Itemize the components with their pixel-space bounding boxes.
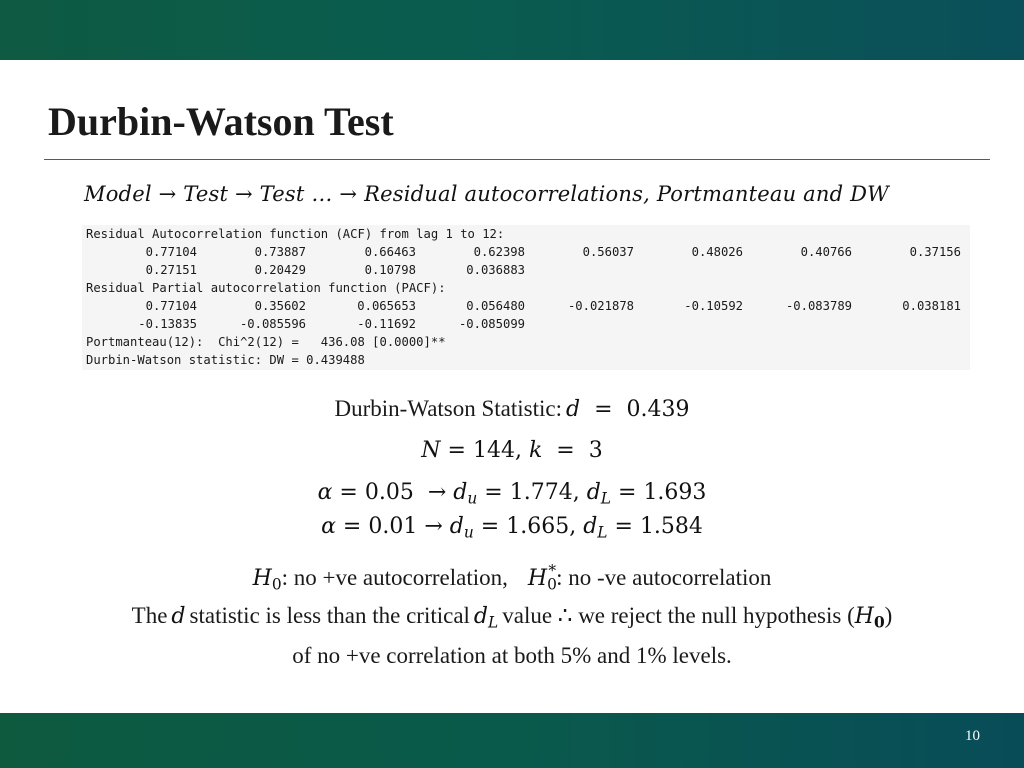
hypotheses-line: $H_0$: no +ve autocorrelation, $H_0^*$: no -ve autocorrelation — [252, 562, 772, 594]
n-symbol: N — [421, 438, 441, 463]
conclusion-part-3: value ∴ we reject the null hypothesis ( — [502, 603, 855, 628]
pacf-value: 0.056480 — [466, 299, 525, 313]
pacf-value: -0.11692 — [357, 317, 416, 331]
conclusion-line-2: of no +ve correlation at both 5% and 1% levels. — [292, 643, 732, 668]
acf-value: 0.036883 — [466, 263, 525, 277]
pacf-value: 0.065653 — [357, 299, 416, 313]
n-k-line: N = 144, k = 3 — [421, 438, 603, 463]
dl-2-value: 1.584 — [639, 514, 703, 539]
pacf-value: 0.77104 — [145, 299, 197, 313]
acf-value: 0.40766 — [800, 245, 852, 259]
dw-statistic-line: Durbin-Watson statistic: DW = 0.439488 — [86, 353, 365, 367]
pacf-value: -0.085099 — [458, 317, 525, 331]
conclusion-part-4: ) — [884, 603, 893, 628]
pacf-value: -0.085596 — [239, 317, 306, 331]
alpha-1-value: 0.05 — [364, 480, 414, 505]
d-value: 0.439 — [626, 397, 690, 422]
n-value: 144 — [472, 438, 515, 463]
pacf-value: 0.35602 — [254, 299, 306, 313]
acf-value: 0.73887 — [254, 245, 306, 259]
pacf-value: 0.038181 — [902, 299, 961, 313]
bottom-banner — [0, 713, 1024, 768]
alpha-2-value: 0.01 — [368, 514, 418, 539]
alpha-05-line: $\alpha = 0.05 \to d_u = 1.774$, $d_L = 1.693$ — [317, 480, 707, 508]
acf-value: 0.62398 — [473, 245, 525, 259]
acf-value: 0.77104 — [145, 245, 197, 259]
console-output — [82, 225, 970, 370]
alpha-symbol: α — [317, 480, 333, 505]
acf-value: 0.37156 — [909, 245, 961, 259]
pacf-value: -0.13835 — [138, 317, 197, 331]
d-symbol: d — [566, 397, 581, 422]
acf-header: Residual Autocorrelation function (ACF) from lag 1 to 12: — [86, 227, 505, 241]
du-1-value: 1.774 — [509, 480, 573, 505]
alpha-01-line: $\alpha = 0.01 \to d_u = 1.665$, $d_L = 1.584$ — [321, 514, 703, 542]
top-banner — [0, 0, 1024, 60]
page-number: 10 — [965, 728, 980, 744]
acf-value: 0.48026 — [691, 245, 743, 259]
conclusion-part-1: The — [131, 603, 168, 628]
du-2-value: 1.665 — [506, 514, 570, 539]
title-divider — [44, 159, 990, 160]
acf-value: 0.56037 — [582, 245, 634, 259]
h0-star-text: : no -ve autocorrelation — [556, 565, 772, 591]
acf-value: 0.66463 — [364, 245, 416, 259]
conclusion-line-1: The d statistic is less than the critical $d_L$ value ∴ we reject the null hypothesis $(H_0)$ — [131, 603, 893, 632]
slide-title: Durbin-Watson Test — [48, 99, 394, 144]
dl-1-value: 1.693 — [643, 480, 707, 505]
acf-value: 0.10798 — [364, 263, 416, 277]
pacf-header: Residual Partial autocorrelation function (PACF): — [86, 281, 446, 295]
pacf-value: -0.10592 — [684, 299, 743, 313]
portmanteau-line: Portmanteau(12): Chi^2(12) = 436.08 [0.0000]** — [86, 335, 446, 349]
dw-label: Durbin-Watson Statistic: — [334, 396, 562, 421]
acf-value: 0.27151 — [145, 263, 197, 277]
k-value: 3 — [588, 438, 603, 463]
conclusion-part-2: statistic is less than the critical — [189, 603, 470, 628]
k-symbol: k — [528, 438, 543, 463]
acf-value: 0.20429 — [254, 263, 306, 277]
pacf-value: -0.021878 — [567, 299, 634, 313]
pacf-value: -0.083789 — [785, 299, 852, 313]
menu-path: Model → Test → Test … → Residual autocorrelations, Portmanteau and DW — [84, 182, 889, 206]
h0-text: : no +ve autocorrelation, — [281, 565, 508, 591]
dw-statistic-result: Durbin-Watson Statistic: d = 0.439 — [334, 396, 690, 422]
